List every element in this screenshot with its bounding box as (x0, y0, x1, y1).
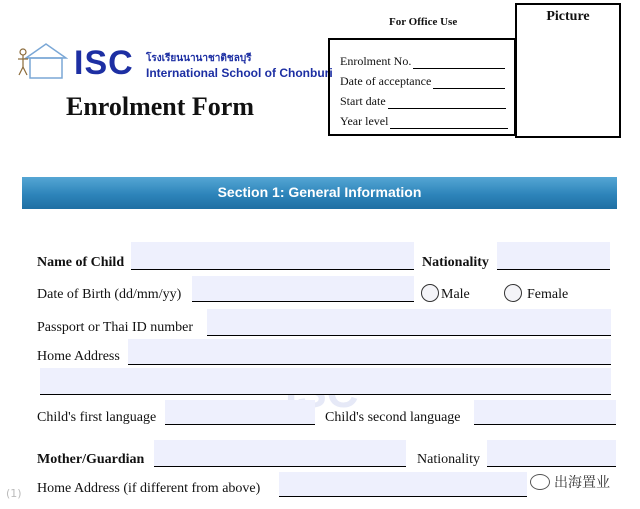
mother-nationality-field[interactable] (487, 440, 616, 467)
start-date-field[interactable] (388, 96, 506, 109)
office-row-enrolment: Enrolment No. (340, 54, 505, 69)
dob-label: Date of Birth (dd/mm/yy) (37, 287, 182, 302)
male-radio[interactable] (421, 284, 439, 302)
name-of-child-label: Name of Child (37, 255, 125, 270)
alt-home-address-label: Home Address (if different from above) (37, 481, 261, 496)
office-row-year: Year level (340, 114, 508, 129)
office-use-caption: For Office Use (389, 16, 458, 28)
name-of-child-field[interactable] (131, 242, 414, 270)
wechat-icon (530, 474, 550, 490)
form-title: Enrolment Form (66, 92, 254, 121)
wechat-watermark: 出海置业 (530, 472, 610, 492)
enrolment-no-field[interactable] (413, 56, 505, 69)
first-language-field[interactable] (165, 400, 315, 425)
female-radio[interactable] (504, 284, 522, 302)
mother-guardian-field[interactable] (154, 440, 406, 467)
dob-field[interactable] (192, 276, 414, 302)
acceptance-date-field[interactable] (433, 76, 505, 89)
picture-box[interactable] (515, 3, 621, 138)
home-address-field-line2[interactable] (40, 368, 611, 395)
mother-guardian-label: Mother/Guardian (37, 452, 145, 467)
passport-field[interactable] (207, 309, 611, 336)
picture-label: Picture (546, 9, 590, 24)
office-row-acceptance: Date of acceptance (340, 74, 505, 89)
alt-home-address-field[interactable] (279, 472, 527, 497)
year-level-field[interactable] (390, 116, 508, 129)
male-label: Male (441, 287, 470, 302)
home-address-label: Home Address (37, 349, 120, 364)
second-language-field[interactable] (474, 400, 616, 425)
female-label: Female (527, 287, 569, 302)
corner-mark: (1) (6, 487, 22, 500)
school-name-thai: โรงเรียนนานาชาติชลบุรี (146, 53, 252, 64)
school-name: International School of Chonburi (146, 66, 333, 80)
section-header: Section 1: General Information (22, 177, 617, 209)
isc-logo-text: ISC (74, 44, 134, 82)
nationality-label: Nationality (422, 255, 489, 270)
passport-label: Passport or Thai ID number (37, 320, 194, 335)
office-row-start: Start date (340, 94, 506, 109)
mother-nationality-label: Nationality (417, 452, 480, 467)
second-language-label: Child's second language (325, 410, 461, 425)
office-use-box (328, 38, 516, 136)
home-address-field-line1[interactable] (128, 339, 611, 365)
first-language-label: Child's first language (37, 410, 157, 425)
school-logo (16, 40, 68, 80)
child-nationality-field[interactable] (497, 242, 610, 270)
